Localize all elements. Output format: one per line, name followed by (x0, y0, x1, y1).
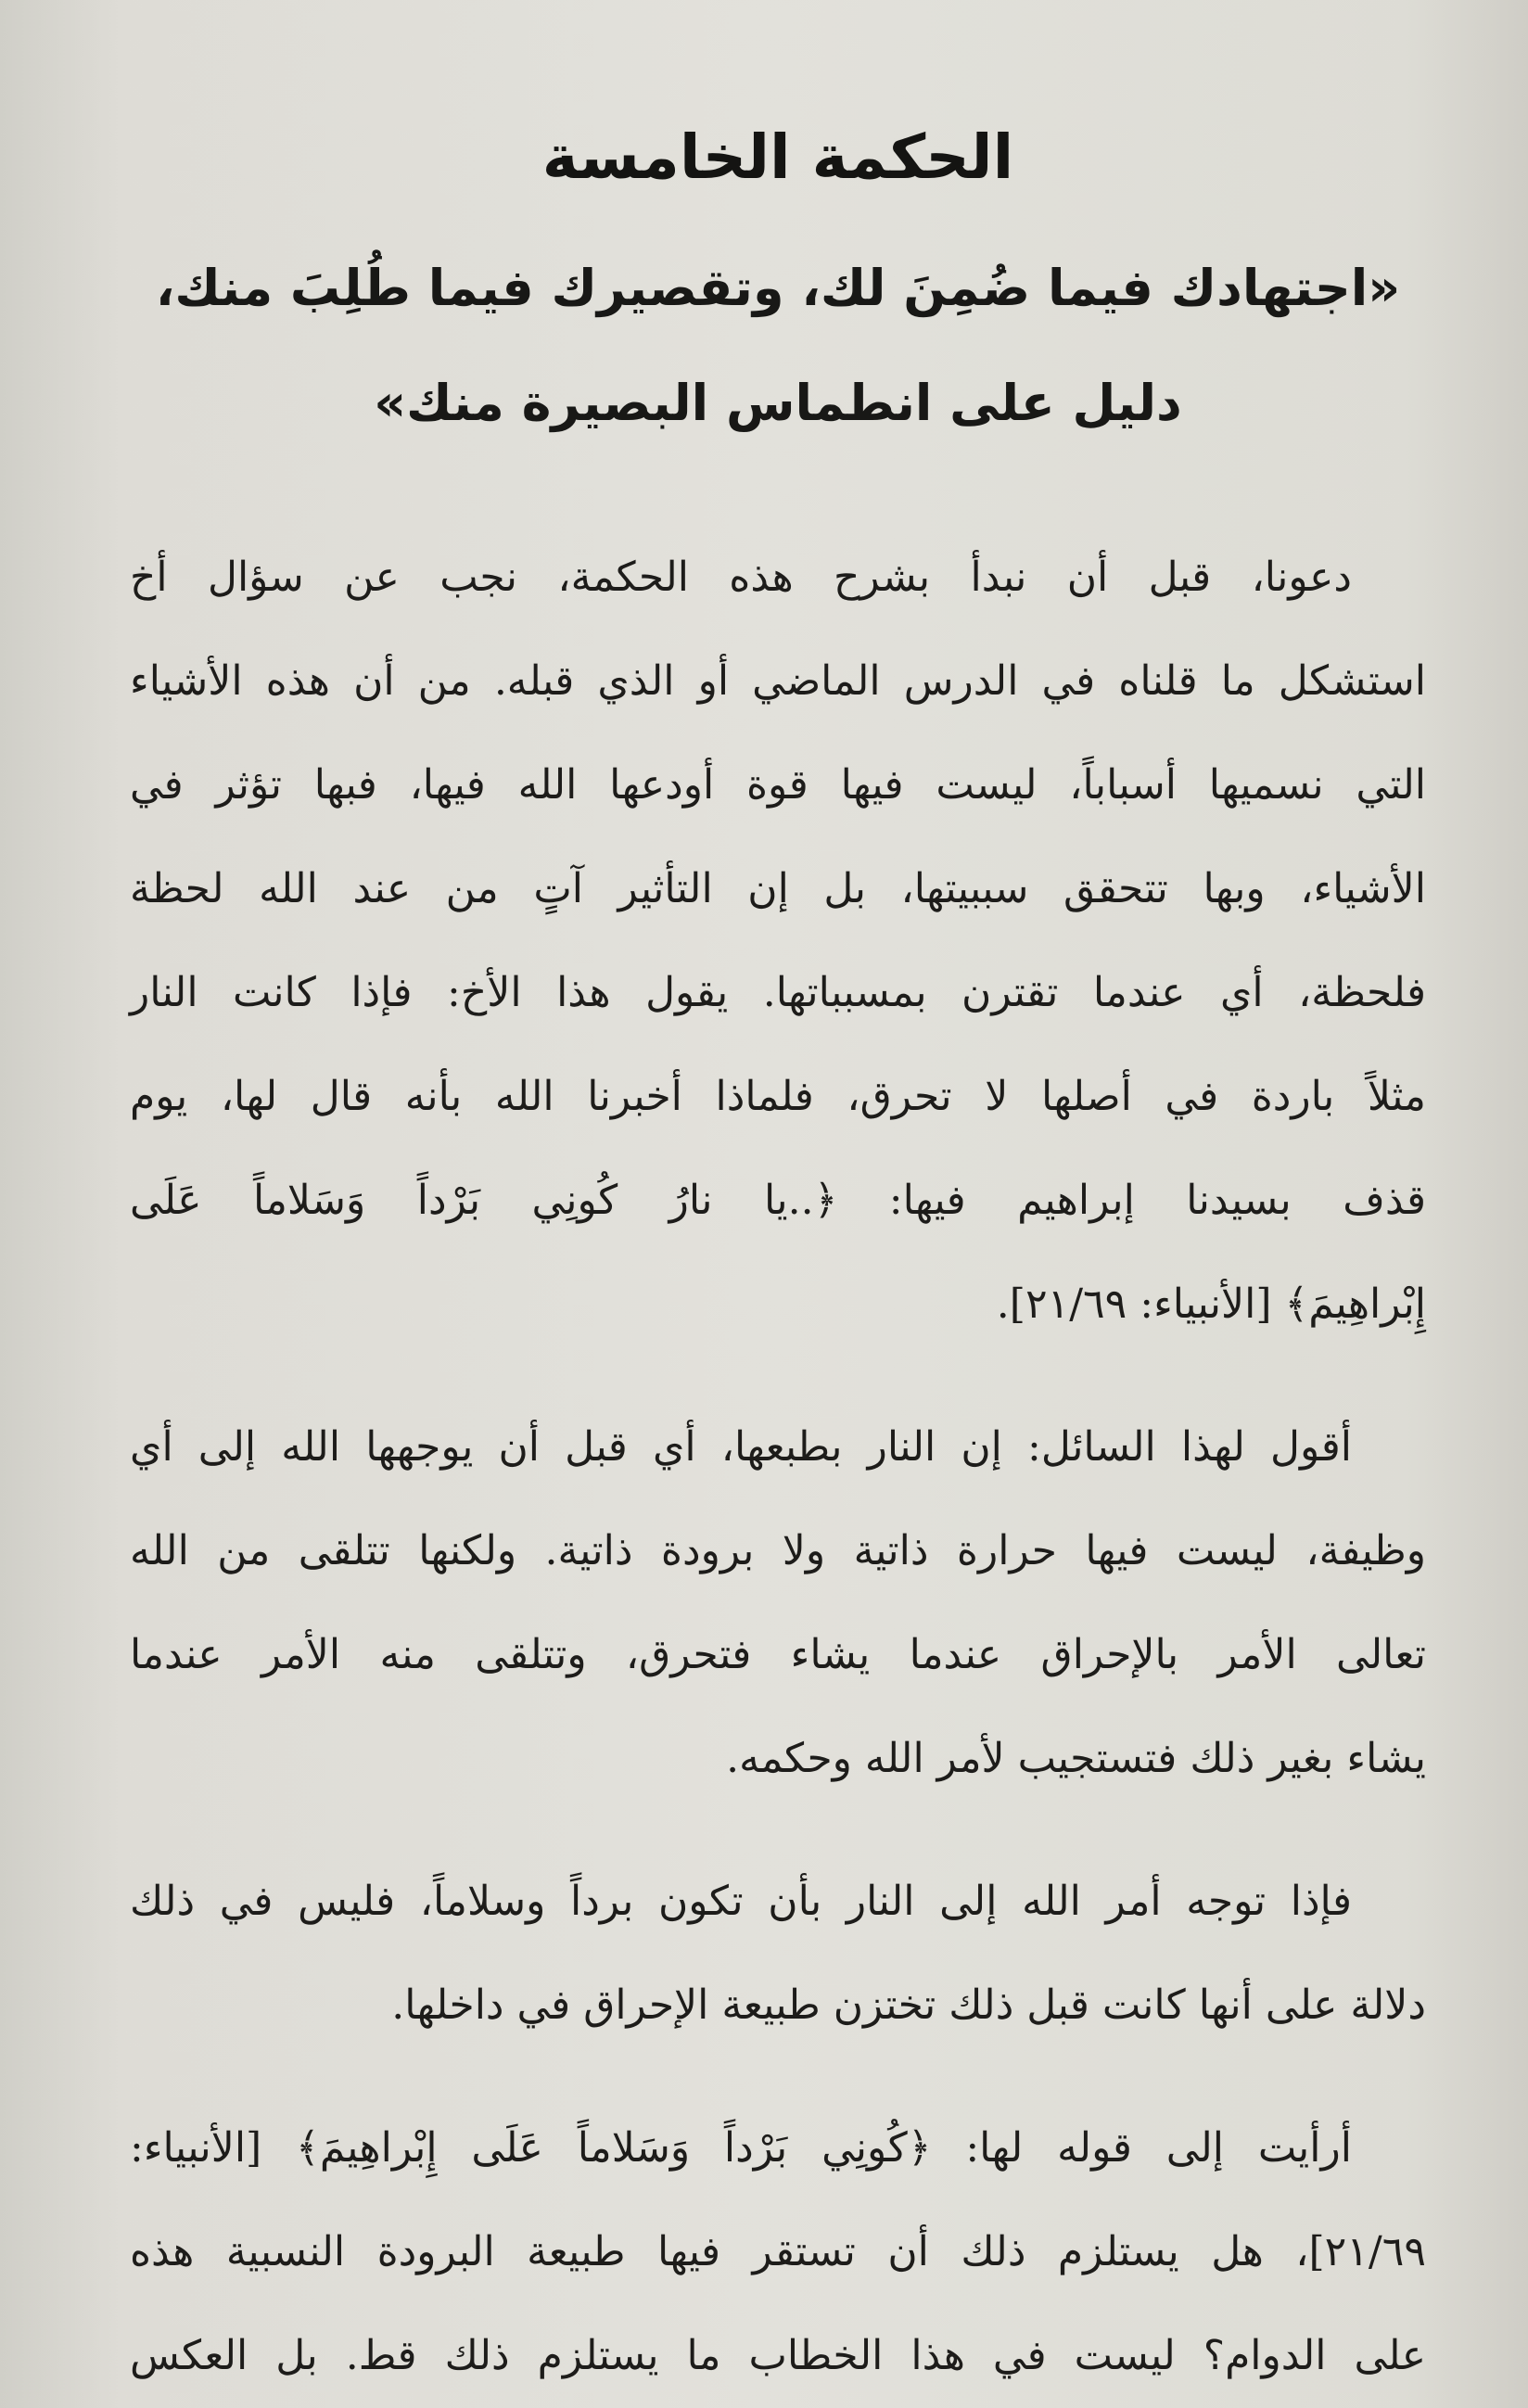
text-line: أقول لهذا السائل: إن النار بطبعها، أي قبل أن يوجهها الله إلى أي (130, 1423, 1352, 1472)
paragraph-4 (130, 2096, 1426, 2408)
text-line: قذف بسيدنا إبراهيم فيها: ﴿..يا نارُ كُونِي بَرْداً وَسَلاماً عَلَى (130, 1177, 1426, 1225)
subtitle-line: «اجتهادك فيما ضُمِنَ لك، وتقصيرك فيما طُلِبَ منك، (155, 259, 1401, 318)
text-line: الأشياء، وبها تتحقق سببيتها، بل إن التأثير آتٍ من عند الله لحظة (130, 865, 1426, 913)
text-line: استشكل ما قلناه في الدرس الماضي أو الذي قبله. من أن هذه الأشياء (130, 657, 1426, 706)
text-line: أرأيت إلى قوله لها: ﴿كُونِي بَرْداً وَسَلاماً عَلَى إِبْراهِيمَ﴾ [الأنبياء: (130, 2124, 1352, 2172)
chapter-title: الحكمة الخامسة (541, 121, 1014, 193)
subtitle-line: دليل على انطماس البصيرة منك» (374, 374, 1182, 433)
text-line: على الدوام؟ ليست في هذا الخطاب ما يستلزم ذلك قط. بل العكس (130, 2332, 1426, 2380)
text-line: دلالة على أنها كانت قبل ذلك تختزن طبيعة الإحراق في داخلها. (391, 1981, 1426, 2030)
text-line: دعونا، قبل أن نبدأ بشرح هذه الحكمة، نجب عن سؤال أخ (130, 554, 1352, 602)
text-line: تعالى الأمر بالإحراق عندما يشاء فتحرق، وتتلقى منه الأمر عندما (130, 1631, 1426, 1679)
text-line: مثلاً باردة في أصلها لا تحرق، فلماذا أخبرنا الله بأنه قال لها، يوم (130, 1073, 1426, 1121)
text-line: التي نسميها أسباباً، ليست فيها قوة أودعها الله فيها، فبها تؤثر في (130, 761, 1426, 809)
paragraph-1 (130, 526, 1426, 1357)
text-line: وظيفة، ليست فيها حرارة ذاتية ولا برودة ذاتية. ولكنها تتلقى من الله (130, 1527, 1426, 1575)
chapter-subtitle (130, 231, 1426, 461)
text-line: فلحظة، أي عندما تقترن بمسبباتها. يقول هذا الأخ: فإذا كانت النار (130, 969, 1426, 1017)
text-line: إِبْراهِيمَ﴾ [الأنبياء: ٢١/٦٩]. (996, 1280, 1426, 1329)
text-line: ٢١/٦٩]، هل يستلزم ذلك أن تستقر فيها طبيعة البرودة النسبية هذه (130, 2228, 1427, 2276)
text-line: فإذا توجه أمر الله إلى النار بأن تكون برداً وسلاماً، فليس في ذلك (130, 1878, 1352, 1926)
paragraph-3 (130, 1850, 1426, 2058)
paragraph-2 (130, 1395, 1426, 1811)
text-line: يشاء بغير ذلك فتستجيب لأمر الله وحكمه. (726, 1735, 1426, 1783)
